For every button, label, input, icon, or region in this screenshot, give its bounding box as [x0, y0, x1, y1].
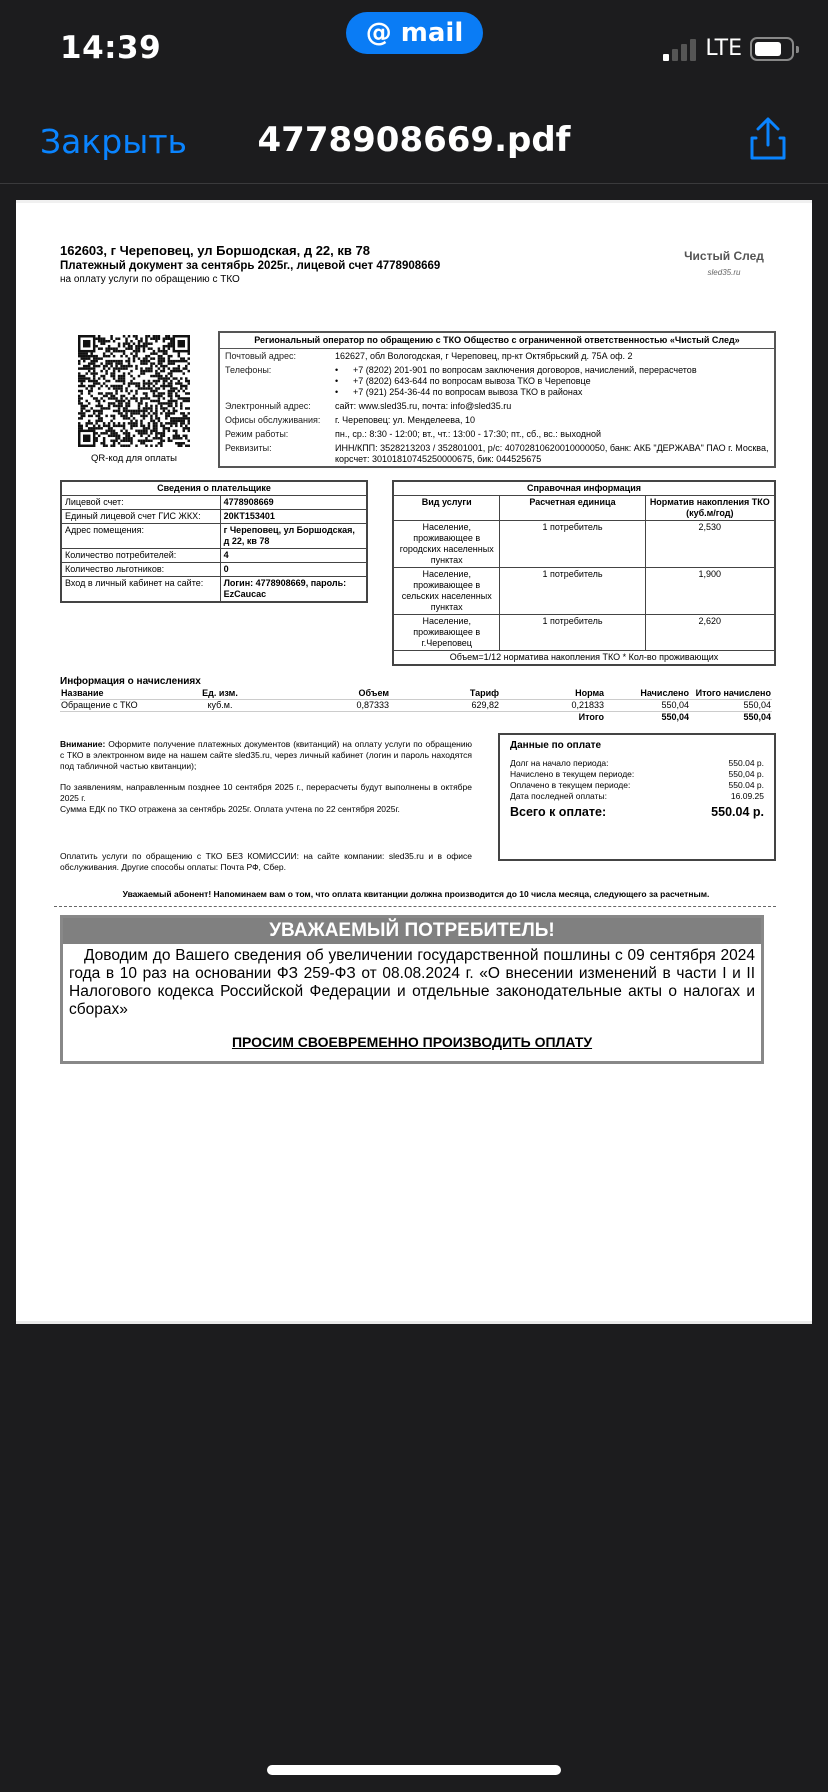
charges-section	[60, 676, 772, 723]
payer-row	[61, 563, 367, 577]
charges-cell: 629,82	[471, 700, 499, 710]
payer-row	[61, 496, 367, 510]
operator-label: Режим работы:	[225, 428, 289, 439]
payment-row	[510, 758, 764, 769]
operator-row	[220, 441, 774, 466]
payment-reminder: Уважаемый абонент! Напоминаем вам о том, что оплата квитанции должна производится до 10 числа месяца, следующего за расчетным.	[122, 889, 710, 899]
status-time: 14:39	[60, 30, 162, 66]
charges-cell: 550,04	[661, 700, 689, 710]
reference-cell: 1 потребитель	[500, 568, 645, 615]
payment-data-box	[498, 733, 776, 861]
payer-value: 4	[220, 549, 367, 563]
header-subtitle: на оплату услуги по обращению с ТКО	[60, 274, 240, 285]
home-indicator[interactable]	[267, 1765, 561, 1775]
charges-header: Название	[61, 688, 104, 698]
notice-text	[60, 733, 472, 883]
operator-value: 162627, обл Вологодская, г Череповец, пр-кт Октябрьский д. 75А оф. 2	[335, 350, 633, 361]
payment-qr-code	[78, 335, 190, 447]
operator-label: Офисы обслуживания:	[225, 414, 321, 425]
signal-icon	[663, 37, 697, 61]
reference-info-table	[392, 480, 776, 666]
charges-cell: Обращение с ТКО	[61, 700, 138, 710]
payer-value: 4778908669	[220, 496, 367, 510]
charges-total-sum: 550,04	[743, 712, 771, 722]
operator-info-box	[218, 331, 776, 468]
operator-row	[220, 399, 774, 413]
nav-bar	[0, 90, 828, 184]
charges-header: Ед. изм.	[202, 688, 238, 698]
reference-header: Норматив накопления ТКО (куб.м/год)	[645, 496, 775, 521]
charges-total-label: Итого	[578, 712, 604, 722]
reference-cell: 1 потребитель	[500, 521, 645, 568]
charges-header-row	[60, 688, 772, 700]
payment-value: 550,04 р.	[728, 769, 764, 779]
payment-row	[510, 791, 764, 802]
mail-app-pill[interactable]: @ mail	[346, 12, 483, 54]
network-label: LTE	[705, 36, 742, 61]
reference-cell: Население, проживающее в городских населенных пунктах	[393, 521, 500, 568]
share-icon	[748, 116, 788, 162]
reference-cell: 1 потребитель	[500, 615, 645, 651]
payment-row	[510, 780, 764, 791]
payer-info-table	[60, 480, 368, 603]
header-doc-title: Платежный документ за сентябрь 2025г., лицевой счет 4778908669	[60, 260, 441, 272]
charges-cell: куб.м.	[207, 700, 233, 710]
payer-value: 0	[220, 563, 367, 577]
charges-cell: 0,87333	[356, 700, 389, 710]
payer-row	[61, 510, 367, 524]
payment-label: Дата последней оплаты:	[510, 791, 607, 801]
phone-text: • +7 (921) 254-36-44 по вопросам вывоза ТКО в районах	[353, 386, 583, 397]
charges-header: Начислено	[640, 688, 689, 698]
operator-row-section	[60, 331, 776, 468]
reference-cell: Население, проживающее в сельских населенных пунктах	[393, 568, 500, 615]
payer-label: Лицевой счет:	[61, 496, 220, 510]
consumer-notice-cta: ПРОСИМ СВОЕВРЕМЕННО ПРОИЗВОДИТЬ ОПЛАТУ	[231, 1034, 593, 1050]
charges-header: Норма	[575, 688, 604, 698]
charges-cell: 0,21833	[571, 700, 604, 710]
tables-section	[60, 480, 776, 666]
document-title: 4778908669.pdf	[257, 120, 571, 160]
operator-value: ИНН/КПП: 3528213203 / 352801001, р/с: 40702810620010000050, банк: АКБ "ДЕРЖАВА" ПАО г. Москва, корсчет: 30101810745250000675, бик: 044525675	[335, 442, 769, 464]
payer-row	[61, 549, 367, 563]
operator-label: Электронный адрес:	[225, 400, 311, 411]
edk-text: Сумма ЕДК по ТКО отражена за сентябрь 2025г. Оплата учтена по 22 сентября 2025г.	[60, 804, 400, 814]
company-logo	[682, 249, 766, 278]
charges-total-row	[60, 712, 772, 723]
payment-value: 16.09.25	[730, 791, 764, 801]
phone-item	[335, 376, 769, 387]
phone-text: • +7 (8202) 201-901 по вопросам заключения договоров, начислений, перерасчетов	[353, 364, 697, 375]
payment-label: Долг на начало периода:	[510, 758, 609, 768]
header-address: 162603, г Череповец, ул Боршодская, д 22, кв 78	[60, 243, 370, 258]
payment-value: 550.04 р.	[728, 780, 764, 790]
invoice-document	[16, 203, 812, 1064]
recalc-text: По заявлениям, направленным позднее 10 сентября 2025 г., перерасчеты будут выполнены в октябре 2025 г.	[60, 782, 472, 803]
qr-block	[60, 331, 208, 465]
status-bar	[0, 0, 828, 90]
pdf-page[interactable]	[16, 200, 812, 1324]
operator-title: Региональный оператор по обращению с ТКО Общество с ограниченной ответственностью «Чистый След»	[220, 333, 774, 349]
share-button[interactable]	[748, 116, 788, 162]
payment-value: 550.04 р.	[728, 758, 764, 768]
payer-label: Вход в личный кабинет на сайте:	[61, 577, 220, 603]
payment-label: Начислено в текущем периоде:	[510, 769, 635, 779]
reference-title: Справочная информация	[393, 481, 775, 496]
payment-title: Данные по оплате	[510, 740, 602, 751]
operator-value: г. Череповец: ул. Менделеева, 10	[335, 414, 475, 425]
payment-total-value: 550.04 р.	[711, 805, 764, 819]
charges-header: Тариф	[469, 688, 499, 698]
cut-line-divider	[54, 906, 776, 907]
payment-total-label: Всего к оплате:	[510, 805, 607, 819]
pay-methods-text: Оплатить услуги по обращению с ТКО БЕЗ КОМИССИИ: на сайте компании: sled35.ru и в офисе обслуживания. Другие способы оплаты: Почта РФ, Сбер.	[60, 851, 472, 872]
reference-header: Вид услуги	[393, 496, 500, 521]
reference-cell: 2,530	[645, 521, 775, 568]
phone-item	[335, 387, 769, 398]
operator-label: Телефоны:	[225, 364, 272, 375]
logo-site: sled35.ru	[707, 268, 741, 277]
reference-row	[393, 615, 775, 651]
attention-label: Внимание:	[60, 739, 106, 749]
document-header	[60, 243, 776, 331]
close-button[interactable]: Закрыть	[40, 122, 187, 161]
phone-text: • +7 (8202) 643-644 по вопросам вывоза ТКО в Череповце	[353, 375, 591, 386]
phones-list	[335, 365, 769, 398]
reference-header: Расчетная единица	[500, 496, 645, 521]
payer-value: г Череповец, ул Боршодская, д 22, кв 78	[220, 524, 367, 549]
payment-row	[510, 769, 764, 780]
payer-row	[61, 524, 367, 549]
payer-value: 20КТ153401	[220, 510, 367, 524]
payer-label: Единый лицевой счет ГИС ЖКХ:	[61, 510, 220, 524]
operator-value: сайт: www.sled35.ru, почта: info@sled35.ru	[335, 400, 512, 411]
phone-item	[335, 365, 769, 376]
reference-row	[393, 568, 775, 615]
consumer-notice-heading: УВАЖАЕМЫЙ ПОТРЕБИТЕЛЬ!	[63, 918, 761, 944]
payment-total-row	[510, 804, 764, 820]
payer-row	[61, 577, 367, 603]
qr-label: QR-код для оплаты	[90, 453, 178, 464]
operator-row	[220, 349, 774, 363]
payer-label: Адрес помещения:	[61, 524, 220, 549]
reference-cell: 2,620	[645, 615, 775, 651]
charges-title: Информация о начислениях	[60, 676, 201, 687]
reference-row	[393, 521, 775, 568]
operator-label: Реквизиты:	[225, 442, 272, 453]
operator-row	[220, 427, 774, 441]
consumer-notice-box	[60, 915, 764, 1064]
reference-cell: 1,900	[645, 568, 775, 615]
battery-icon	[750, 37, 794, 61]
payer-label: Количество потребителей:	[61, 549, 220, 563]
payment-label: Оплачено в текущем периоде:	[510, 780, 631, 790]
charges-total-charged: 550,04	[661, 712, 689, 722]
status-indicators	[663, 36, 794, 61]
reference-cell: Население, проживающее в г.Череповец	[393, 615, 500, 651]
logo-name: Чистый След	[684, 249, 764, 263]
payer-label: Количество льготников:	[61, 563, 220, 577]
charges-row	[60, 700, 772, 712]
attention-text: Оформите получение платежных документов (квитанций) на оплату услуги по обращению с ТКО в электронном виде на нашем сайте sled35.ru, через личный кабинет (логин и пароль находятся под табличной частью квитанции);	[60, 739, 472, 771]
payer-value: Логин: 4778908669, пароль: EzCaucac	[220, 577, 367, 603]
charges-header: Объем	[358, 688, 389, 698]
payer-title: Сведения о плательщике	[61, 481, 367, 496]
reference-footnote: Объем=1/12 норматива накопления ТКО * Кол-во проживающих	[393, 651, 775, 666]
charges-cell: 550,04	[743, 700, 771, 710]
operator-value: пн., ср.: 8:30 - 12:00; вт., чт.: 13:00 - 17:30; пт., сб., вс.: выходной	[335, 428, 602, 439]
notice-payment-section	[60, 733, 776, 883]
charges-header: Итого начислено	[695, 688, 771, 698]
operator-label: Почтовый адрес:	[225, 350, 297, 361]
operator-row	[220, 363, 774, 399]
operator-row	[220, 413, 774, 427]
consumer-notice-body: Доводим до Вашего сведения об увеличении государственной пошлины с 09 сентября 2024 года в 10 раз на основании ФЗ 259-ФЗ от 08.08.2024 г. «О внесении изменений в части I и II Налогового кодекса Российской Федерации и отдельные законодательные акты о налогах и сборах»	[69, 947, 755, 1018]
